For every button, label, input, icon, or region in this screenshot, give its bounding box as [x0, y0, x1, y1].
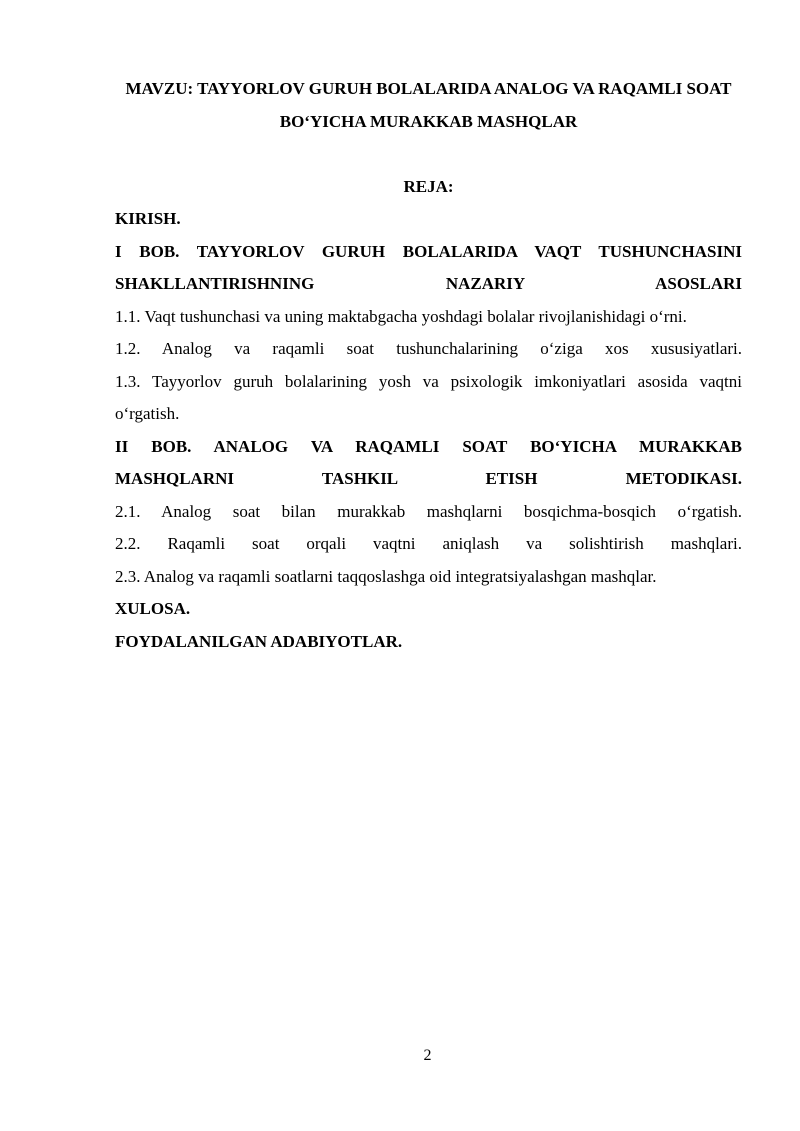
section-2-3: 2.3. Analog va raqamli soatlarni taqqoslashga oid integratsiyalashgan mashqlar. [115, 566, 657, 586]
section-2-1: 2.1. Analog soat bilan murakkab mashqlarni bosqichma-bosqich oʻrgatish. [115, 501, 742, 521]
section-2-2: 2.2. Raqamli soat orqali vaqtni aniqlash va solishtirish mashqlari. [115, 534, 742, 553]
intro-heading: KIRISH. [115, 209, 181, 228]
references-heading: FOYDALANILGAN ADABIYOTLAR. [115, 631, 403, 651]
section-1-3: 1.3. Tayyorlov guruh bolalarining yosh va psixologik imkoniyatlari asosida vaqtni oʻrgatish. [115, 371, 742, 423]
chapter2-heading-line2: MASHQLARNI TASHKIL ETISH METODIKASI. [115, 469, 742, 488]
section-1-2: 1.2. Analog va raqamli soat tushunchalarining oʻziga xos xususiyatlari. [115, 339, 742, 358]
conclusion-heading: XULOSA. [115, 599, 191, 618]
chapter2-heading-line1: II BOB. ANALOG VA RAQAMLI SOAT BOʻYICHA MURAKKAB [115, 436, 742, 456]
document-page [115, 72, 742, 658]
plan-heading: REJA: [403, 177, 454, 196]
document-title: MAVZU: TAYYORLOV GURUH BOLALARIDA ANALOG VA RAQAMLI SOAT BOʻYICHA MURAKKAB MASHQLAR [125, 79, 732, 131]
section-1-1: 1.1. Vaqt tushunchasi va uning maktabgacha yoshdagi bolalar rivojlanishidagi oʻrni. [115, 306, 687, 326]
chapter1-heading-line2: SHAKLLANTIRISHNING NAZARIY ASOSLARI [115, 274, 742, 293]
page-number: 2 [423, 1047, 432, 1064]
chapter1-heading-line1: I BOB. TAYYORLOV GURUH BOLALARIDA VAQT TUSHUNCHASINI [115, 241, 742, 261]
